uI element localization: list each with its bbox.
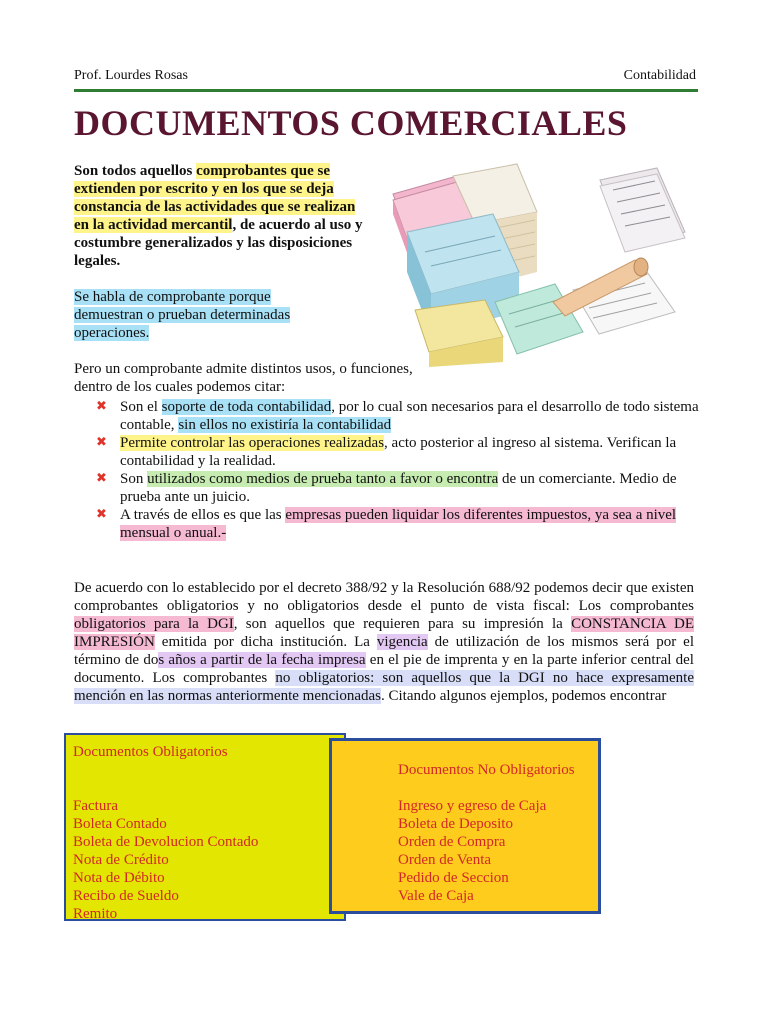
bullet-highlight: soporte de toda contabilidad (161, 399, 332, 415)
list-item: Vale de Caja (398, 888, 474, 904)
decree-text: , son aquellos que requieren para su impresión la (233, 616, 572, 632)
list-item: Ingreso y egreso de Caja (398, 798, 547, 814)
form-stack-right (600, 168, 685, 252)
bullet-highlight: empresas pueden liquidar los diferentes impuestos, ya sea a nivel mensual o anual.- (120, 507, 677, 541)
list-item: Factura (73, 798, 118, 814)
decree-text: De acuerdo con lo establecido por el decreto 388/92 y la Resolución 688/92 podemos decir que existen comprobantes obligatorios y no obligatorios desde el punto de vista fiscal: Los comprobantes (74, 580, 694, 614)
bullet-text: , acto posterior al ingreso al sistema. Verifican la contabilidad y la realidad. (120, 435, 677, 469)
list-item (96, 398, 708, 434)
list-item: Pedido de Seccion (398, 870, 509, 886)
list-item: Nota de Crédito (73, 852, 169, 868)
uses-list (96, 398, 708, 542)
habla-highlight: Se habla de comprobante porque demuestran o prueban determinadas operaciones. (74, 289, 291, 341)
habla-paragraph (74, 288, 324, 342)
decree-highlight: vigencia (376, 634, 428, 650)
bullet-text: Son (120, 471, 148, 487)
bullet-text: , por lo cual son necesarios para el desarrollo de todo sistema contable, (120, 399, 699, 433)
bullet-highlight: utilizados como medios de prueba tanto a favor o encontra (147, 471, 499, 487)
list-item: Boleta de Devolucion Contado (73, 834, 259, 850)
pero-paragraph: Pero un comprobante admite distintos usos, o funciones, dentro de los cuales podemos citar: (74, 361, 413, 395)
list-item (96, 506, 708, 542)
decree-highlight: obligatorios para la DGI (74, 616, 234, 632)
no-obligatorios-title: Documentos No Obligatorios (398, 762, 575, 778)
header-rule (74, 89, 698, 92)
page-title: DOCUMENTOS COMERCIALES (74, 103, 628, 143)
decree-text: de utilización de los mismos será por el término de do (74, 634, 694, 668)
decree-text: . Citando algunos ejemplos, podemos encontrar (380, 688, 667, 704)
decree-paragraph (74, 579, 694, 705)
header-subject: Contabilidad (623, 68, 696, 83)
obligatorios-title: Documentos Obligatorios (73, 744, 228, 760)
list-item: Recibo de Sueldo (73, 888, 179, 904)
form-stack-yellow (415, 300, 503, 367)
decree-highlight: CONSTANCIA DE IMPRESIÓN (74, 616, 694, 650)
bullet-highlight: Permite controlar las operaciones realizadas (120, 435, 385, 451)
intro-text-end: , de acuerdo al uso y costumbre generalizados y las disposiciones legales. (74, 217, 363, 269)
x-mark-icon: ✖ (96, 507, 107, 522)
x-mark-icon: ✖ (96, 435, 107, 450)
decree-highlight: no obligatorios: son aquellos que la DGI no hace expresamente mención en las normas anteriormente mencionadas (74, 670, 694, 704)
documents-stack-image (385, 162, 695, 367)
x-mark-icon: ✖ (96, 399, 107, 414)
bullet-text: Son el (120, 399, 162, 415)
bullet-highlight: sin ellos no existiría la contabilidad (178, 417, 392, 433)
intro-text-start: Son todos aquellos (74, 163, 197, 179)
decree-text: emitida por dicha institución. La (154, 634, 377, 650)
decree-text: en el pie de imprenta y en la parte inferior central del documento. Los comprobantes (74, 652, 694, 686)
list-item (96, 470, 708, 506)
list-item: Nota de Débito (73, 870, 165, 886)
list-item: Orden de Compra (398, 834, 506, 850)
list-item: Boleta de Deposito (398, 816, 513, 832)
list-item: Remito (73, 906, 118, 922)
intro-paragraph (74, 162, 374, 270)
list-item: Boleta Contado (73, 816, 167, 832)
intro-highlight: comprobantes que se extienden por escrito y en los que se deja constancia de las actividades que se realizan en la actividad mercantil (74, 163, 356, 233)
x-mark-icon: ✖ (96, 471, 107, 486)
decree-highlight: s años a partir de la fecha impresa (158, 652, 366, 668)
list-item (96, 434, 708, 470)
bullet-text: de un comerciante. Medio de prueba ante un juicio. (120, 471, 677, 505)
obligatorios-list (73, 797, 258, 923)
header-author: Prof. Lourdes Rosas (74, 68, 188, 83)
no-obligatorios-list (398, 797, 546, 905)
bullet-text: A través de ellos es que las (120, 507, 286, 523)
page-header (74, 68, 696, 88)
list-item: Orden de Venta (398, 852, 492, 868)
